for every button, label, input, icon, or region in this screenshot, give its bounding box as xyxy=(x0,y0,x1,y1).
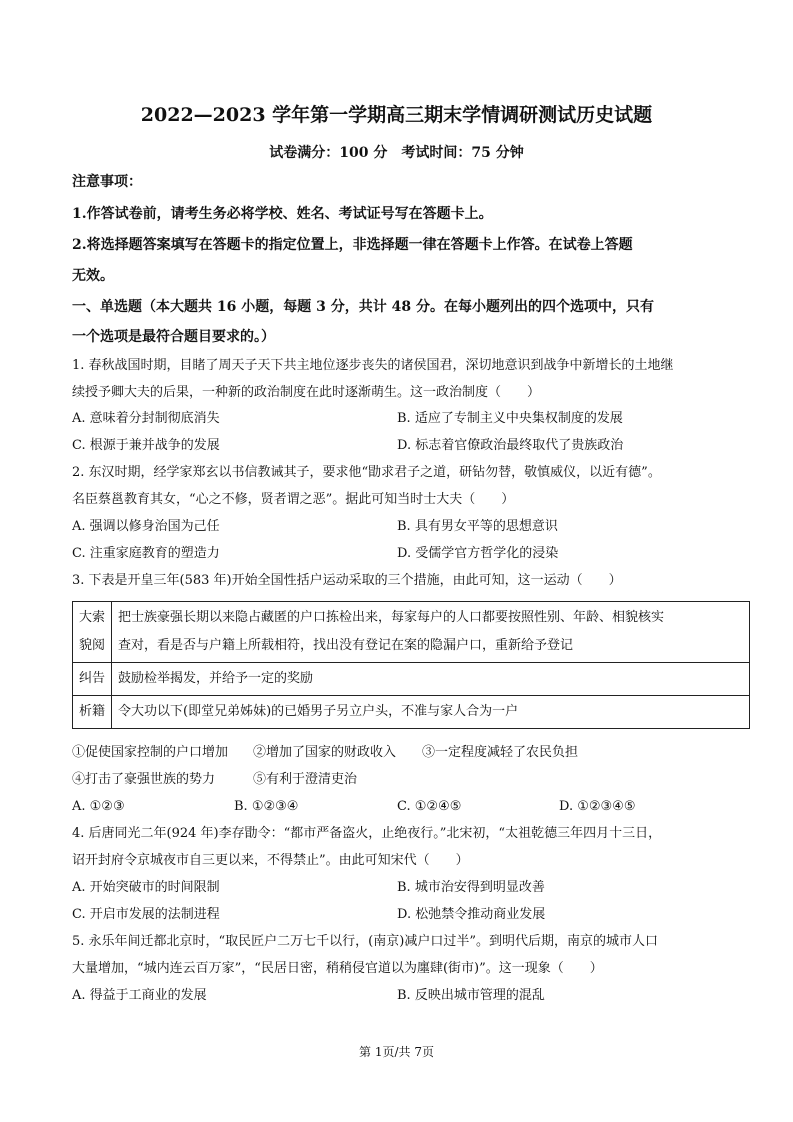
q1-option-d: D. 标志着官僚政治最终取代了贵族政治 xyxy=(397,438,624,453)
q3-option-b: B. ①②③④ xyxy=(234,799,299,814)
q1-option-b: B. 适应了专制主义中央集权制度的发展 xyxy=(397,411,623,426)
q3-statement-5: ⑤有利于澄清吏治 xyxy=(253,772,358,787)
row2-label: 纠告 xyxy=(73,663,112,696)
table-cell-label xyxy=(73,602,112,663)
notes-heading: 注意事项： xyxy=(72,174,142,190)
row1-label-part-1: 大索 xyxy=(78,610,105,625)
row3-text: 令大功以下(即堂兄弟姊妹)的已婚男子另立户头，不准与家人合为一户 xyxy=(112,696,750,729)
q4-stem-line-1: 4. 后唐同光二年(924 年)李存勖令：“都市严备盗火，止绝夜行。”北宋初，“太祖乾德三年四月十三日， xyxy=(72,826,662,841)
exam-title: 2022—2023 学年第一学期高三期末学情调研测试历史试题 xyxy=(140,104,653,126)
q4-option-a: A. 开始突破市的时间限制 xyxy=(72,880,220,895)
q5-stem-line-1: 5. 永乐年间迁都北京时，“取民匠户二万七千以行，(南京)减户口过半”。到明代后期，南京的城市人口 xyxy=(72,934,658,949)
table-row xyxy=(73,602,750,663)
q2-option-b: B. 具有男女平等的思想意识 xyxy=(397,519,558,534)
table-row xyxy=(73,696,750,729)
q3-stem-line-1: 3. 下表是开皇三年(583 年)开始全国性括户运动采取的三个措施，由此可知，这一运动（ ） xyxy=(72,573,622,588)
q3-statement-2: ②增加了国家的财政收入 xyxy=(253,745,397,760)
q1-stem-line-2: 续授予卿大夫的后果，一种新的政治制度在此时逐渐萌生。这一政治制度（ ） xyxy=(72,385,541,400)
row1-text-line-1: 把士族豪强长期以来隐占藏匿的户口拣检出来，每家每户的人口都要按照性别、年龄、相貌核实 xyxy=(118,610,665,625)
notes-item-2-line-1: 2.将选择题答案填写在答题卡的指定位置上，非选择题一律在答题卡上作答。在试卷上答题 xyxy=(72,237,633,253)
section-heading-line-1: 一、单选题（本大题共 16 小题，每题 3 分，共计 48 分。在每小题列出的四个选项中，只有 xyxy=(72,299,654,315)
q2-option-c: C. 注重家庭教育的塑造力 xyxy=(72,546,220,561)
q2-stem-line-1: 2. 东汉时期，经学家郑玄以书信教诫其子，要求他“勖求君子之道，研钻勿替，敬慎威仪，以近有德”。 xyxy=(72,465,661,480)
table-cell-text xyxy=(112,602,750,663)
notes-item-2-line-2: 无效。 xyxy=(72,268,114,284)
q4-option-d: D. 松弛禁令推动商业发展 xyxy=(397,907,546,922)
q3-option-d: D. ①②③④⑤ xyxy=(559,799,636,814)
q5-option-a: A. 得益于工商业的发展 xyxy=(72,988,207,1003)
q5-stem-line-2: 大量增加，“城内连云百万家”，“民居日密，稍稍侵官道以为廛肆(街市)”。这一现象（ ） xyxy=(72,961,603,976)
exam-subtitle: 试卷满分：100 分 考试时间：75 分钟 xyxy=(269,145,524,161)
q3-statement-3: ③一定程度减轻了农民负担 xyxy=(422,745,579,760)
section-heading-line-2: 一个选项是最符合题目要求的。） xyxy=(72,329,275,345)
q1-stem-line-1: 1. 春秋战国时期，目睹了周天子天下共主地位逐步丧失的诸侯国君，深切地意识到战争中新增长的土地继 xyxy=(72,358,674,373)
row3-label: 析籍 xyxy=(73,696,112,729)
q3-measures-table xyxy=(72,601,750,729)
page-number: 第 1页/共 7页 xyxy=(359,1045,434,1059)
q4-stem-line-2: 诏开封府令京城夜市自三更以来，不得禁止”。由此可知宋代（ ） xyxy=(72,853,469,868)
q2-option-a: A. 强调以修身治国为己任 xyxy=(72,519,220,534)
q3-statement-1: ①促使国家控制的户口增加 xyxy=(72,745,229,760)
q1-option-a: A. 意味着分封制彻底消失 xyxy=(72,411,220,426)
q2-option-d: D. 受儒学官方哲学化的浸染 xyxy=(397,546,559,561)
q5-option-b: B. 反映出城市管理的混乱 xyxy=(397,988,545,1003)
notes-item-1: 1.作答试卷前，请考生务必将学校、姓名、考试证号写在答题卡上。 xyxy=(72,206,493,222)
q1-option-c: C. 根源于兼并战争的发展 xyxy=(72,438,220,453)
row1-label-part-2: 貌阅 xyxy=(78,638,105,653)
row1-text-line-2: 查对，看是否与户籍上所载相符，找出没有登记在案的隐漏户口，重新给予登记 xyxy=(118,638,574,653)
q4-option-c: C. 开启市发展的法制进程 xyxy=(72,907,220,922)
q3-option-a: A. ①②③ xyxy=(72,799,125,814)
q2-stem-line-2: 名臣蔡邕教育其女，“心之不修，贤者谓之恶”。据此可知当时士大夫（ ） xyxy=(72,492,515,507)
table-row xyxy=(73,663,750,696)
q3-option-c: C. ①②④⑤ xyxy=(397,799,462,814)
row2-text: 鼓励检举揭发，并给予一定的奖励 xyxy=(112,663,750,696)
q3-statement-4: ④打击了豪强世族的势力 xyxy=(72,772,216,787)
q4-option-b: B. 城市治安得到明显改善 xyxy=(397,880,545,895)
